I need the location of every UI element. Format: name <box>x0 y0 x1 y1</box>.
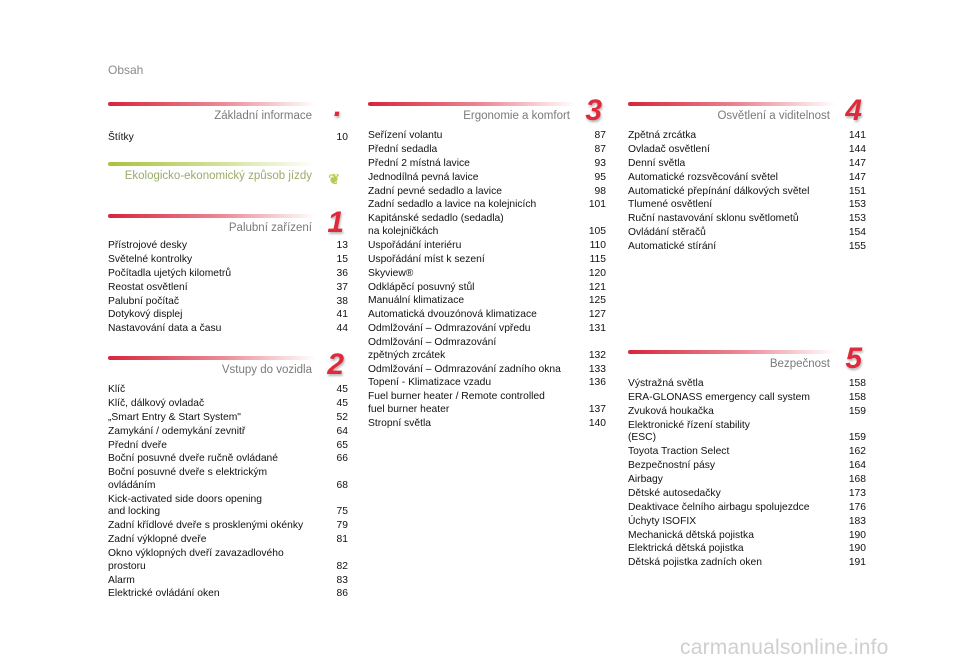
section-bar <box>108 162 316 166</box>
toc-entry-page: 44 <box>336 323 348 335</box>
section-number: 2 <box>327 348 344 381</box>
toc-entry-title: Zvuková houkačka <box>628 405 714 417</box>
toc-entry-page: 13 <box>336 240 348 251</box>
toc-entry-page: 64 <box>336 425 348 437</box>
section-header <box>108 90 348 124</box>
toc-entry-page: 66 <box>336 453 348 465</box>
toc-entry-title: Nastavování data a času <box>108 323 222 335</box>
section-basic-info <box>108 90 348 146</box>
toc-entry[interactable] <box>108 323 348 336</box>
section-title: Vstupy do vozidla <box>221 364 312 376</box>
toc-entry-page: 147 <box>848 157 866 169</box>
toc-entry-title: Airbagy <box>628 473 663 485</box>
toc-entry-page: 173 <box>848 487 866 499</box>
toc-entry-page: 183 <box>848 515 866 527</box>
toc-entry-title: Počítadla ujetých kilometrů <box>108 267 232 279</box>
toc-entry-title: Ruční nastavování sklonu světlometů <box>628 213 799 225</box>
toc-entry[interactable] <box>368 391 606 416</box>
toc-entry-title: Uspořádání interiéru <box>368 239 462 251</box>
section-title: Bezpečnost <box>769 358 830 370</box>
section-2 <box>108 348 348 602</box>
section-bar <box>368 102 576 106</box>
toc-entry[interactable] <box>368 295 606 308</box>
toc-entry-page: 154 <box>848 227 866 239</box>
toc-entry[interactable] <box>628 158 866 171</box>
toc-entry[interactable] <box>108 588 348 601</box>
toc-entry-page: 41 <box>336 309 348 321</box>
toc-entry[interactable] <box>628 516 866 529</box>
toc-entry-page: 159 <box>848 432 866 444</box>
toc-entry-page: 101 <box>588 199 606 211</box>
toc-entry[interactable] <box>108 268 348 281</box>
toc-entry-page: 65 <box>336 439 348 451</box>
toc-entry[interactable] <box>628 144 866 157</box>
toc-entry-page: 121 <box>588 281 606 293</box>
section-title: Osvětlení a viditelnost <box>717 110 830 122</box>
toc-entry-title: Zadní sedadlo a lavice na kolejnicích <box>368 199 537 211</box>
section-bar <box>628 102 836 106</box>
section-title: Ergonomie a komfort <box>463 110 570 122</box>
toc-entry-title: Manuální klimatizace <box>368 295 465 307</box>
section-header <box>108 162 348 187</box>
toc-entry-page: 153 <box>848 199 866 211</box>
toc-entry-title: Automatická dvouzónová klimatizace <box>368 309 537 321</box>
toc-entry-page: 45 <box>336 384 348 395</box>
bullet-dot-icon: . <box>333 90 342 123</box>
toc-entry[interactable] <box>368 172 606 185</box>
toc-entry[interactable] <box>628 420 866 445</box>
toc-entry-title: Mechanická dětská pojistka <box>628 529 754 541</box>
section-bar <box>108 102 316 106</box>
toc-entry-title: Palubní počítač <box>108 295 179 307</box>
toc-entry-page: 36 <box>336 267 348 279</box>
toc-entry[interactable] <box>628 378 866 391</box>
toc-entry-page: 158 <box>848 391 866 403</box>
toc-entry-title: Kick-activated side doors opening and locking <box>108 493 262 518</box>
section-header <box>108 348 348 381</box>
toc-entry-title: Jednodílná pevná lavice <box>368 171 479 183</box>
toc-entry-page: 105 <box>588 225 606 237</box>
toc-entry-title: Tlumené osvětlení <box>628 199 713 211</box>
toc-entry-title: Reostat osvětlení <box>108 281 188 293</box>
toc-entry[interactable] <box>368 158 606 171</box>
toc-entry[interactable] <box>108 494 348 519</box>
toc-entry-title: Automatické stírání <box>628 241 717 253</box>
toc-entry[interactable] <box>368 186 606 199</box>
toc-entry-title: Dětské autosedačky <box>628 487 721 499</box>
toc-entry[interactable] <box>108 398 348 411</box>
toc-entry[interactable] <box>368 323 606 336</box>
toc-entry-page: 79 <box>336 520 348 532</box>
toc-entry-page: 190 <box>848 543 866 555</box>
toc-entry[interactable] <box>628 213 866 226</box>
section-eco-driving <box>108 162 348 187</box>
toc-entry-page: 45 <box>336 397 348 409</box>
toc-entry[interactable] <box>628 406 866 419</box>
toc-entry[interactable] <box>628 502 866 515</box>
section-header <box>628 342 866 375</box>
section-number: 5 <box>845 342 862 375</box>
toc-entry-page: 87 <box>594 130 606 141</box>
toc-entry-page: 159 <box>848 405 866 417</box>
toc-entry-title: Přední 2 místná lavice <box>368 157 470 169</box>
toc-entry-title: Automatické rozsvěcování světel <box>628 171 778 183</box>
toc-entry[interactable] <box>108 440 348 453</box>
toc-entry-title: Ovladač osvětlení <box>628 143 710 155</box>
toc-entry[interactable] <box>108 412 348 425</box>
toc-entry-page: 127 <box>588 309 606 321</box>
toc-entry[interactable] <box>628 557 866 570</box>
toc-entry-page: 140 <box>588 417 606 429</box>
toc-entry[interactable] <box>368 309 606 322</box>
section-number: 3 <box>585 94 602 127</box>
toc-entry-page: 141 <box>848 130 866 141</box>
toc-entry-title: Boční posuvné dveře s elektrickým ovládáním <box>108 467 268 491</box>
toc-entry-page: 52 <box>336 411 348 423</box>
toc-entry-title: „Smart Entry & Start System" <box>108 411 241 423</box>
toc-entry[interactable] <box>108 548 348 573</box>
toc-entry-title: Odmlžování – Odmrazování zpětných zrcátek <box>368 337 497 361</box>
toc-entry-page: 37 <box>336 281 348 293</box>
toc-entry-title: Topení - Klimatizace vzadu <box>368 377 492 389</box>
toc-entry-page: 158 <box>848 378 866 389</box>
toc-entry-title: Kapitánské sedadlo (sedadla) na kolejničkách <box>368 213 504 237</box>
toc-entry-page: 136 <box>588 377 606 389</box>
toc-entry[interactable] <box>368 268 606 281</box>
toc-entry-title: Odmlžování – Odmrazování vpředu <box>368 323 531 335</box>
toc-entry[interactable] <box>628 530 866 543</box>
toc-entry-page: 15 <box>336 253 348 265</box>
section-title: Základní informace <box>214 110 312 122</box>
toc-entry-title: Zamykání / odemykání zevnitř <box>108 425 246 437</box>
toc-entry[interactable] <box>628 488 866 501</box>
section-1 <box>108 206 348 337</box>
toc-entry[interactable] <box>628 474 866 487</box>
toc-entry-page: 38 <box>336 295 348 307</box>
toc-entry-page: 81 <box>336 534 348 546</box>
toc-entry-page: 151 <box>848 185 866 197</box>
toc-entry-title: Zadní křídlové dveře s prosklenými okénky <box>108 520 304 532</box>
toc-entry[interactable] <box>368 130 606 143</box>
toc-entry[interactable] <box>108 426 348 439</box>
toc-entry-title: Ovládání stěračů <box>628 227 706 239</box>
toc-entry-page: 164 <box>848 460 866 472</box>
toc-entry-title: Klíč <box>108 384 126 395</box>
toc-entry-page: 137 <box>588 403 606 415</box>
leaf-icon: ❦ <box>328 171 340 187</box>
toc-entry-page: 93 <box>594 157 606 169</box>
toc-entry[interactable] <box>628 392 866 405</box>
toc-entry-title: Stropní světla <box>368 417 431 429</box>
toc-entry-title: Toyota Traction Select <box>628 446 730 458</box>
toc-entry-page: 153 <box>848 213 866 225</box>
toc-entry-title: ERA-GLONASS emergency call system <box>628 391 810 403</box>
toc-list <box>108 240 348 336</box>
toc-entry[interactable] <box>368 337 606 362</box>
toc-entry[interactable] <box>108 575 348 588</box>
toc-entry-title: Úchyty ISOFIX <box>628 515 697 527</box>
toc-entry[interactable] <box>368 418 606 431</box>
toc-entry-page: 98 <box>594 185 606 197</box>
section-4 <box>628 94 866 255</box>
toc-entry-page: 168 <box>848 473 866 485</box>
toc-list <box>628 130 866 254</box>
watermark: carmanualsonline.info <box>680 636 889 659</box>
toc-entry-title: Elektronické řízení stability (ESC) <box>628 419 750 444</box>
toc-entry-title: Výstražná světla <box>628 378 704 389</box>
toc-entry[interactable] <box>108 309 348 322</box>
toc-entry[interactable] <box>108 467 348 492</box>
toc-entry-page: 10 <box>336 132 348 143</box>
toc-entry-title: Dětská pojistka zadních oken <box>628 557 762 569</box>
toc-entry-title: Štítky <box>108 132 134 143</box>
toc-entry-title: Přední sedadla <box>368 143 438 155</box>
toc-entry-page: 115 <box>589 253 606 265</box>
section-header <box>368 94 606 127</box>
toc-entry[interactable] <box>628 172 866 185</box>
toc-entry[interactable] <box>628 199 866 212</box>
toc-entry-page: 86 <box>336 588 348 600</box>
toc-entry-page: 87 <box>594 143 606 155</box>
toc-entry-page: 82 <box>336 560 348 572</box>
toc-entry-title: Zadní pevné sedadlo a lavice <box>368 185 502 197</box>
toc-entry-title: Bezpečnostní pásy <box>628 460 716 472</box>
section-number: 4 <box>845 94 862 127</box>
toc-entry-page: 144 <box>848 143 866 155</box>
toc-list <box>108 384 348 601</box>
toc-entry[interactable] <box>368 199 606 212</box>
toc-entry-page: 95 <box>594 171 606 183</box>
toc-entry-page: 133 <box>588 363 606 375</box>
toc-entry-title: Odmlžování – Odmrazování zadního okna <box>368 363 561 375</box>
toc-entry-title: Odklápěcí posuvný stůl <box>368 281 475 293</box>
section-5 <box>628 342 866 571</box>
toc-entry-page: 83 <box>336 574 348 586</box>
section-title: Palubní zařízení <box>228 222 312 234</box>
toc-entry[interactable] <box>108 384 348 397</box>
toc-entry[interactable] <box>108 254 348 267</box>
section-3 <box>368 94 606 432</box>
toc-entry-page: 68 <box>336 479 348 491</box>
toc-entry[interactable] <box>628 227 866 240</box>
toc-entry[interactable] <box>368 213 606 238</box>
toc-entry[interactable] <box>108 520 348 533</box>
toc-entry-title: Dotykový displej <box>108 309 183 321</box>
toc-entry-title: Okno výklopných dveří zavazadlového prostoru <box>108 548 284 572</box>
toc-entry-page: 131 <box>588 323 606 335</box>
toc-entry[interactable] <box>108 240 348 253</box>
page-title: Obsah <box>108 63 144 77</box>
toc-entry[interactable] <box>368 254 606 267</box>
toc-entry-page: 132 <box>588 349 606 361</box>
toc-entry-title: Zadní výklopné dveře <box>108 534 207 546</box>
toc-entry[interactable] <box>368 377 606 390</box>
toc-entry-title: Elektrické ovládání oken <box>108 588 220 600</box>
toc-entry-title: Zpětná zrcátka <box>628 130 697 141</box>
toc-entry-page: 75 <box>336 506 348 518</box>
toc-entry[interactable] <box>368 364 606 377</box>
toc-entry-title: Seřízení volantu <box>368 130 443 141</box>
toc-entry-page: 110 <box>589 239 606 251</box>
toc-entry[interactable] <box>368 240 606 253</box>
toc-entry-page: 190 <box>848 529 866 541</box>
toc-entry[interactable] <box>628 446 866 459</box>
toc-entry-title: Deaktivace čelního airbagu spolujezdce <box>628 501 810 513</box>
toc-entry-page: 191 <box>848 557 866 569</box>
toc-entry-title: Elektrická dětská pojistka <box>628 543 744 555</box>
toc-entry[interactable] <box>108 296 348 309</box>
toc-entry-title: Skyview® <box>368 267 414 279</box>
toc-entry-title: Klíč, dálkový ovladač <box>108 397 205 409</box>
toc-entry-title: Fuel burner heater / Remote controlled fuel burner heater <box>368 391 545 415</box>
toc-list <box>628 378 866 570</box>
toc-entry-title: Denní světla <box>628 157 686 169</box>
toc-entry-title: Automatické přepínání dálkových světel <box>628 185 810 197</box>
section-title: Ekologicko-ekonomický způsob jízdy <box>124 170 312 182</box>
toc-entry[interactable] <box>368 282 606 295</box>
toc-entry[interactable] <box>108 282 348 295</box>
toc-list <box>368 130 606 430</box>
toc-entry[interactable] <box>628 130 866 143</box>
toc-entry-page: 147 <box>848 171 866 183</box>
section-bar <box>628 350 836 354</box>
section-bar <box>108 214 316 218</box>
toc-entry-title: Uspořádání míst k sezení <box>368 253 485 265</box>
toc-entry[interactable] <box>628 241 866 254</box>
toc-entry[interactable] <box>108 534 348 547</box>
toc-entry[interactable] <box>108 453 348 466</box>
toc-entry[interactable] <box>108 132 348 145</box>
section-header <box>628 94 866 127</box>
toc-entry-page: 176 <box>848 501 866 513</box>
toc-entry-title: Boční posuvné dveře ručně ovládané <box>108 453 279 465</box>
section-bar <box>108 356 316 360</box>
section-header <box>108 206 348 239</box>
toc-list <box>108 132 348 145</box>
toc-entry-page: 125 <box>588 295 606 307</box>
toc-entry[interactable] <box>628 460 866 473</box>
toc-entry[interactable] <box>368 144 606 157</box>
toc-entry-title: Alarm <box>108 574 135 586</box>
toc-entry-title: Světelné kontrolky <box>108 253 193 265</box>
toc-entry-page: 120 <box>588 267 606 279</box>
toc-entry[interactable] <box>628 543 866 556</box>
toc-entry-page: 155 <box>848 241 866 253</box>
toc-entry-title: Přední dveře <box>108 439 167 451</box>
section-number: 1 <box>327 206 344 239</box>
toc-entry-title: Přístrojové desky <box>108 240 187 251</box>
toc-entry-page: 162 <box>848 446 866 458</box>
toc-entry[interactable] <box>628 186 866 199</box>
